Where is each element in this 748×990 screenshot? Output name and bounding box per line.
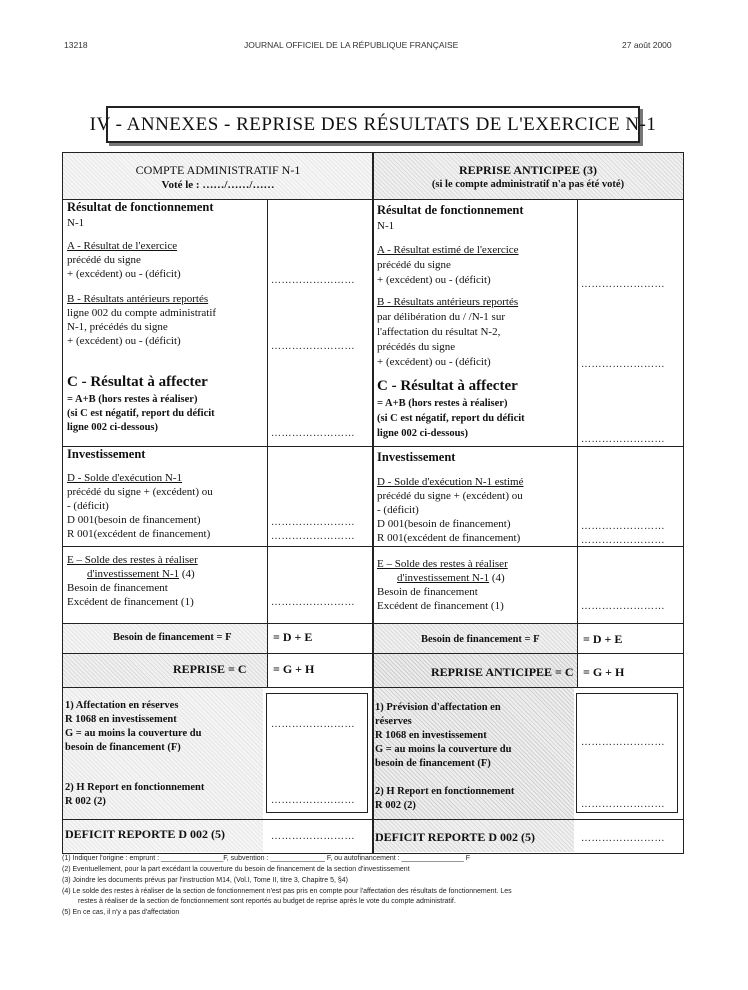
left-b-l3: + (excédent) ou - (déficit) (67, 335, 181, 347)
right-b-title: B - Résultats antérieurs reportés (377, 296, 519, 308)
left-deficit: DEFICIT REPORTE D 002 (5) (65, 827, 226, 841)
right-aff-l5: besoin de financement (F) (375, 758, 491, 769)
right-d-title: D - Solde d'exécution N-1 estimé (377, 476, 524, 488)
right-a-amount: …………………… (581, 279, 665, 290)
right-fonct-sub: N-1 (377, 220, 395, 232)
left-d-l3: D 001(besoin de financement) (67, 514, 201, 526)
right-e-title1: E – Solde des restes à réaliser (377, 558, 508, 570)
left-amount-divider (267, 199, 268, 623)
right-e-l2: Excédent de financement (1) (377, 600, 504, 612)
right-aff-l1: 1) Prévision d'affectation en (375, 702, 501, 713)
right-g-amount: …………………… (581, 737, 665, 748)
left-e-ref: (4) (181, 568, 195, 580)
section-title-text: IV - ANNEXES - REPRISE DES RÉSULTATS DE L'EXERCICE N-1 (89, 113, 657, 135)
right-d-l4: R 001(excédent de financement) (377, 532, 521, 544)
left-r001-amount: …………………… (271, 531, 355, 542)
right-c-l3: ligne 002 ci-dessous) (377, 428, 469, 439)
right-r001-amount: …………………… (581, 535, 665, 546)
left-rep-l1: 2) H Report en fonctionnement (65, 782, 205, 793)
left-c-l1: = A+B (hors restes à réaliser) (67, 394, 198, 405)
right-rep-l1: 2) H Report en fonctionnement (375, 786, 515, 797)
left-b-l2: N-1, précédés du signe (67, 321, 168, 333)
left-d-l4: R 001(excédent de financement) (67, 528, 211, 540)
left-aff-l2: R 1068 en investissement (65, 714, 177, 725)
right-d-l3: D 001(besoin de financement) (377, 518, 511, 530)
left-reprise-label: REPRISE = C (173, 662, 247, 676)
right-besoin-label: Besoin de financement = F (421, 634, 540, 645)
left-e-title1: E – Solde des restes à réaliser (67, 554, 198, 566)
footnote-1: (1) Indiquer l'origine : emprunt : ________________F, subvention : ______________ F, ou autofinancement : ________________ F (62, 855, 471, 862)
left-aff-l3: G = au moins la couverture du (65, 728, 202, 739)
footnote-2: (2) Eventuellement, pour la part excédant la couverture du besoin de financement de la section d'investissement (62, 866, 410, 873)
right-c-amount: …………………… (581, 434, 665, 445)
left-rep-l2: R 002 (2) (65, 796, 106, 807)
left-c-l3: ligne 002 ci-dessous) (67, 422, 159, 433)
left-a-title: A - Résultat de l'exercice (67, 240, 178, 252)
left-d-l2: - (déficit) (67, 500, 109, 512)
right-a-l1: précédé du signe (377, 259, 451, 271)
journal-title: JOURNAL OFFICIEL DE LA RÉPUBLIQUE FRANÇAISE (244, 40, 459, 50)
right-b-amount: …………………… (581, 359, 665, 370)
left-inv-title: Investissement (67, 447, 146, 461)
left-c-title: C - Résultat à affecter (67, 374, 208, 390)
footnote-4a: (4) Le solde des restes à réaliser de la section de fonctionnement n'est pas pris en compte pour l'affectation des résultats de fonctionnement. Les (62, 888, 512, 895)
left-c-l2: (si C est négatif, report du déficit (67, 408, 215, 419)
right-reprise-label: REPRISE ANTICIPEE = C (431, 665, 574, 679)
right-b-l1: par délibération du / /N-1 sur (377, 311, 505, 323)
right-d-l2: - (déficit) (377, 504, 419, 516)
right-d001-amount: …………………… (581, 521, 665, 532)
left-fonct-title: Résultat de fonctionnement (67, 200, 214, 214)
right-e-amount: …………………… (581, 601, 665, 612)
left-d-l1: précédé du signe + (excédent) ou (67, 486, 213, 498)
right-b-l4: + (excédent) ou - (déficit) (377, 356, 491, 368)
right-deficit-amount: …………………… (581, 833, 665, 844)
right-inv-title: Investissement (377, 450, 456, 464)
right-a-title: A - Résultat estimé de l'exercice (377, 244, 519, 256)
left-a-l1: précédé du signe (67, 254, 141, 266)
left-g-amount: …………………… (271, 719, 355, 730)
left-b-l1: ligne 002 du compte administratif (67, 307, 217, 319)
right-e-l1: Besoin de financement (377, 586, 478, 598)
right-reprise-formula: = G + H (583, 665, 625, 679)
right-aff-l3: R 1068 en investissement (375, 730, 487, 741)
left-c-amount: …………………… (271, 428, 355, 439)
section-title (89, 106, 657, 143)
left-h-amount: …………………… (271, 795, 355, 806)
fonct-rule (63, 446, 683, 447)
right-formula-divider (577, 623, 578, 687)
right-head-subtitle: (si le compte administratif n'a pas été voté) (431, 179, 625, 190)
left-formula-divider (267, 623, 268, 687)
left-aff-l4: besoin de financement (F) (65, 742, 181, 753)
left-besoin-label: Besoin de financement = F (113, 632, 232, 643)
left-deficit-amount: …………………… (271, 831, 355, 842)
right-deficit: DEFICIT REPORTE D 002 (5) (375, 830, 536, 844)
left-aff-l1: 1) Affectation en réserves (65, 700, 179, 711)
right-rep-l2: R 002 (2) (375, 800, 416, 811)
right-amount-divider (577, 199, 578, 623)
results-table (62, 152, 684, 854)
left-a-l2: + (excédent) ou - (déficit) (67, 268, 181, 280)
right-c-l1: = A+B (hors restes à réaliser) (377, 398, 508, 409)
left-reprise-formula: = G + H (273, 662, 315, 676)
left-b-title: B - Résultats antérieurs reportés (67, 293, 209, 305)
right-e-title2: d'investissement N-1 (397, 572, 490, 584)
right-aff-l2: réserves (375, 716, 412, 727)
left-e-title2: d'investissement N-1 (87, 568, 180, 580)
left-a-amount: …………………… (271, 275, 355, 286)
left-e-l2: Excédent de financement (1) (67, 596, 194, 608)
publication-date: 27 août 2000 (622, 40, 672, 50)
right-head-title: REPRISE ANTICIPEE (3) (458, 163, 598, 177)
right-e-ref: (4) (491, 572, 505, 584)
right-a-l2: + (excédent) ou - (déficit) (377, 274, 491, 286)
right-c-title: C - Résultat à affecter (377, 378, 518, 394)
footnote-3: (3) Joindre les documents prévus par l'instruction M14, (Vol.I, Tome II, titre 3, Chapitre 5, §4) (62, 877, 349, 884)
footnote-5: (5) En ce cas, il n'y a pas d'affectation (62, 909, 180, 916)
right-fonct-title: Résultat de fonctionnement (377, 203, 524, 217)
left-besoin-formula: = D + E (273, 630, 313, 644)
right-d-l1: précédé du signe + (excédent) ou (377, 490, 523, 502)
left-e-l1: Besoin de financement (67, 582, 168, 594)
right-b-l2: l'affectation du résultat N-2, (377, 326, 501, 338)
left-fonct-sub: N-1 (67, 217, 85, 229)
left-d-title: D - Solde d'exécution N-1 (67, 472, 183, 484)
footnote-4b: restes à réaliser de la section de fonctionnement sont reportés au budget de reprise après le vote du compte administratif. (78, 898, 456, 905)
right-c-l2: (si C est négatif, report du déficit (377, 413, 525, 424)
left-head-title: COMPTE ADMINISTRATIF N-1 (135, 163, 301, 177)
left-d001-amount: …………………… (271, 517, 355, 528)
left-e-amount: …………………… (271, 597, 355, 608)
right-besoin-formula: = D + E (583, 632, 623, 646)
left-b-amount: …………………… (271, 341, 355, 352)
right-affect-box (576, 693, 678, 813)
page-number: 13218 (64, 40, 88, 50)
right-h-amount: …………………… (581, 799, 665, 810)
inv-rule (63, 546, 683, 547)
right-aff-l4: G = au moins la couverture du (375, 744, 512, 755)
left-head-date: Voté le : ……/……/…… (161, 179, 275, 191)
right-b-l3: précédés du signe (377, 341, 456, 353)
